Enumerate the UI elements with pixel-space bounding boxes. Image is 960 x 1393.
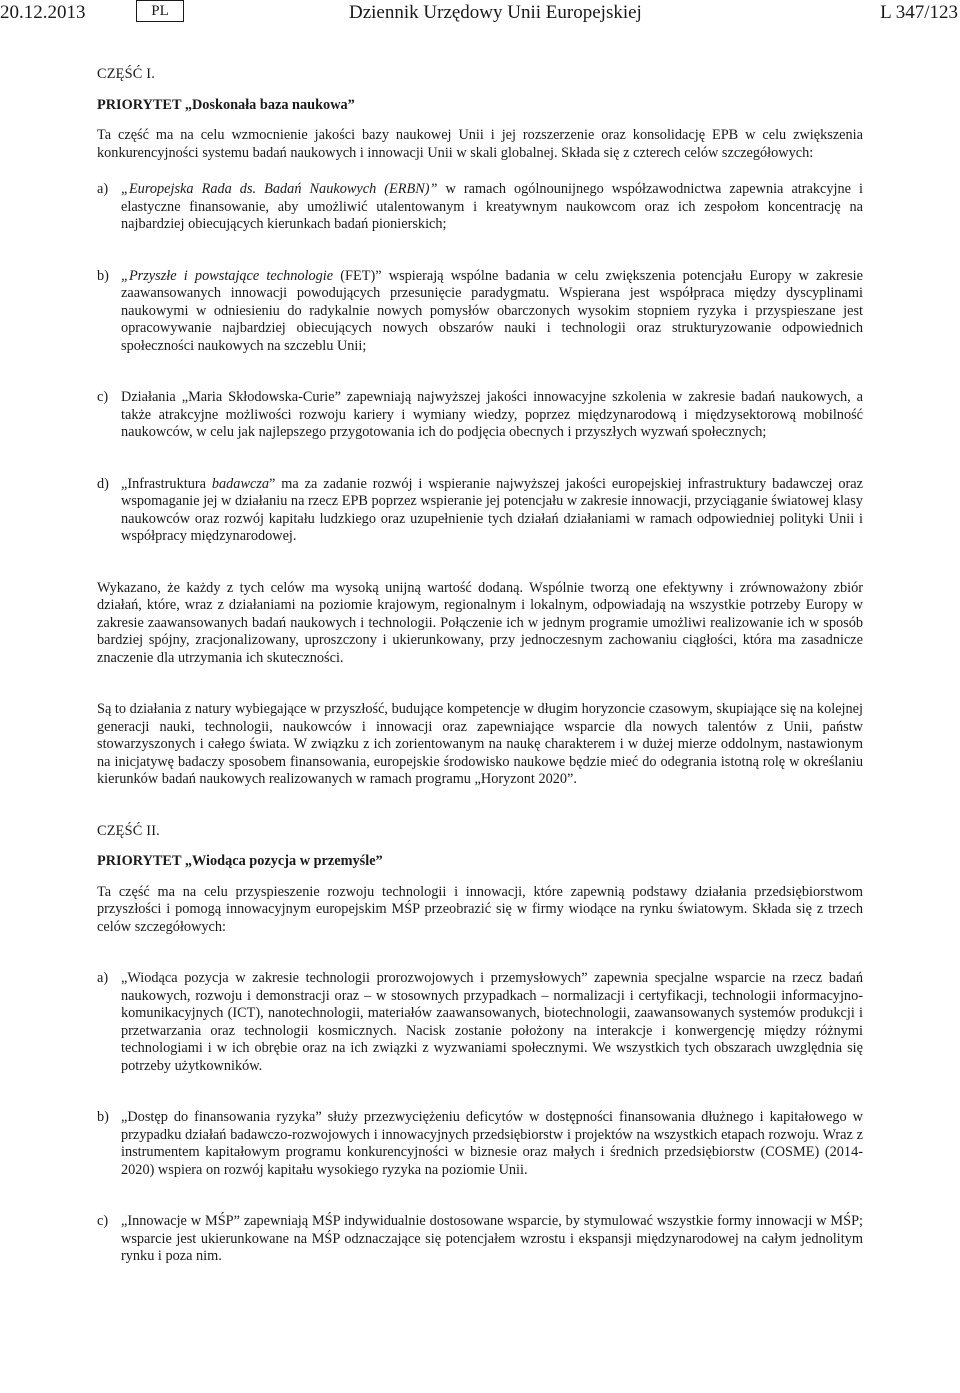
- item-text: w ramach ogólnounijnego współzawodnictwa zapewnia atrakcyjne i elastyczne finansowanie, aby umożliwić utalentowanym i kreatywnym naukowcom oraz ich zespołom koncentrację na najbardziej obiecujących kierunkach badań pionierskich;: [121, 181, 864, 232]
- part-1-paragraph-3: Są to działania z natury wybiegające w przyszłość, budujące kompetencje w długim horyzoncie czasowym, skupiające się na kolejnej generacji nauki, technologii, naukowców i innowacji oraz zapewniające wsparcie dla nowych talentów z Unii, państw stowarzyszonych i całego świata. W związku z ich zorientowanym na naukę charakterem i w dużej mierze oddolnym, nastawionym na inicjatywę badaczy sposobem finansowania, europejskie środowisko naukowe będzie mieć do odegrania istotną rolę w określaniu kierunków badań naukowych realizowanych w ramach programu „Horyzont 2020”.: [97, 701, 863, 787]
- part-2-item-b: [97, 1109, 863, 1179]
- part-1-priority-title: PRIORYTET „Doskonała baza naukowa”: [97, 96, 355, 113]
- item-text: (FET)” wspierają wspólne badania w celu zwiększenia potencjału Europy w zakresie zaawansowanych innowacji powodujących przesunięcie paradygmatu. Wspierana jest współpraca między dyscyplinami naukowymi w odniesieniu do radykalnie nowych pomysłów obarczonych wysokim stopniem ryzyka i przyspieszane jest opracowywanie najbardziej obiecujących nowych obszarów nauki i technologii oraz strukturyzowanie odpowiednich społeczności naukowych na szczeblu Unii;: [121, 267, 863, 354]
- item-italic-text: „Europejska Rada ds. Badań Naukowych (ERBN)”: [121, 181, 438, 197]
- part-2-heading: CZĘŚĆ II.: [97, 822, 160, 839]
- part-1-item-a: [97, 181, 863, 234]
- item-text: ” ma za zadanie rozwój i wspieranie najwyższej jakości europejskiej infrastruktury badawczej oraz wspomaganie jej w działaniu na rzecz EPB poprzez wspieranie jej potencjału w zakresie innowacji, przyciąganie światowej klasy naukowców oraz rozwój kapitału ludzkiego oraz uzupełnienie tych działań działaniami w ramach odpowiedniej polityki Unii i współpracy międzynarodowej.: [121, 475, 863, 544]
- item-italic-text: „Przyszłe i powstające technologie: [121, 267, 334, 284]
- item-label: d): [97, 475, 109, 492]
- part-2-intro: Ta część ma na celu przyspieszenie rozwoju technologii i innowacji, które zapewnią podstawy działania przedsiębiorstwom przyszłości i pomogą innowacyjnym europejskim MŚP przeobrazić się w firmy wiodące na rynku światowym. Składa się z trzech celów szczegółowych:: [97, 883, 863, 935]
- journal-title: Dziennik Urzędowy Unii Europejskiej: [349, 2, 642, 23]
- part-1-item-d: [97, 476, 863, 546]
- item-label: c): [97, 389, 109, 405]
- part-1-item-c: [97, 389, 863, 442]
- item-label: a): [97, 181, 109, 197]
- publication-date: 20.12.2013: [0, 2, 86, 23]
- part-2-item-a: [97, 970, 863, 1075]
- part-1-heading: CZĘŚĆ I.: [97, 66, 155, 82]
- item-text: „Innowacje w MŚP” zapewniają MŚP indywidualnie dostosowane wsparcie, by stymulować wszystkie formy innowacji w MŚP; wsparcie jest ukierunkowane na MŚP odznaczające się potencjałem wzrostu i ekspansji międzynarodowej na całym jednolitym rynku i poza nim.: [121, 1213, 863, 1264]
- part-1-intro: Ta część ma na celu wzmocnienie jakości bazy naukowej Unii i jej rozszerzenie oraz konsolidację EPB w celu zwiększenia konkurencyjności systemu badań naukowych i innowacji Unii w skali globalnej. Składa się z czterech celów szczegółowych:: [97, 127, 863, 161]
- item-italic-text: badawcza: [211, 475, 270, 492]
- part-1-item-b: [97, 268, 863, 356]
- item-label: b): [97, 1109, 109, 1125]
- item-text-prefix: „Infrastruktura: [121, 475, 212, 492]
- document-body: [97, 66, 863, 1266]
- item-text: „Dostęp do finansowania ryzyka” służy przezwyciężeniu deficytów w dostępności finansowania dłużnego i kapitałowego w przypadku działań badawczo-rozwojowych i innowacyjnych przedsiębiorstw i projektów na wszystkich etapach rozwoju. Wraz z instrumentem kapitałowym programu konkurencyjności w biznesie oraz małych i średnich przedsiębiorstw (COSME) (2014-2020) wspiera on rozwój kapitału wysokiego ryzyka na poziomie Unii.: [121, 1109, 863, 1178]
- item-label: b): [97, 267, 109, 284]
- page-reference: L 347/123: [880, 2, 958, 23]
- part-1-paragraph-2: Wykazano, że każdy z tych celów ma wysoką unijną wartość dodaną. Wspólnie tworzą one efektywny i zrównoważony zbiór działań, które, wraz z działaniami na poziomie krajowym, regionalnym i lokalnym, odpowiadają na wszystkie potrzeby Europy w zakresie zaawansowanych badań naukowych i technologii. Połączenie ich w jednym programie umożliwi realizowanie ich w sposób bardziej spójny, zracjonalizowany, uproszczony i ukierunkowany, przy jednoczesnym zachowaniu ciągłości, która ma zasadnicze znaczenie dla utrzymania ich skuteczności.: [97, 579, 863, 666]
- part-2-item-c: [97, 1213, 863, 1266]
- part-2-priority-title: PRIORYTET „Wiodąca pozycja w przemyśle”: [97, 853, 383, 869]
- language-badge: PL: [136, 0, 184, 22]
- item-label: c): [97, 1213, 109, 1229]
- item-text: Działania „Maria Skłodowska-Curie” zapewniają najwyższej jakości innowacyjne szkolenia w zakresie badań naukowych, a także atrakcyjne możliwości rozwoju kariery i wymiany wiedzy, poprzez międzynarodową i międzysektorową mobilność naukowców, w celu jak najlepszego przygotowania ich do podjęcia obecnych i przyszłych wyzwań społecznych;: [121, 389, 863, 440]
- item-label: a): [97, 970, 109, 986]
- page-header: [0, 0, 960, 28]
- item-text: „Wiodąca pozycja w zakresie technologii prorozwojowych i przemysłowych” zapewnia specjalne wsparcie na rzecz badań naukowych, rozwoju i demonstracji oraz – w stosownych przypadkach – normalizacji i certyfikacji, technologii informacyjno-komunikacyjnych (ICT), nanotechnologii, materiałów zaawansowanych, biotechnologii, zaawansowanych systemów produkcji i przetwarzania oraz technologii kosmicznych. Nacisk zostanie położony na interakcje i konwergencję między różnymi technologiami i w ich obrębie oraz na ich związki z wyzwaniami społecznymi. We wszystkich tych obszarach uwzględnia się potrzeby użytkowników.: [121, 970, 863, 1074]
